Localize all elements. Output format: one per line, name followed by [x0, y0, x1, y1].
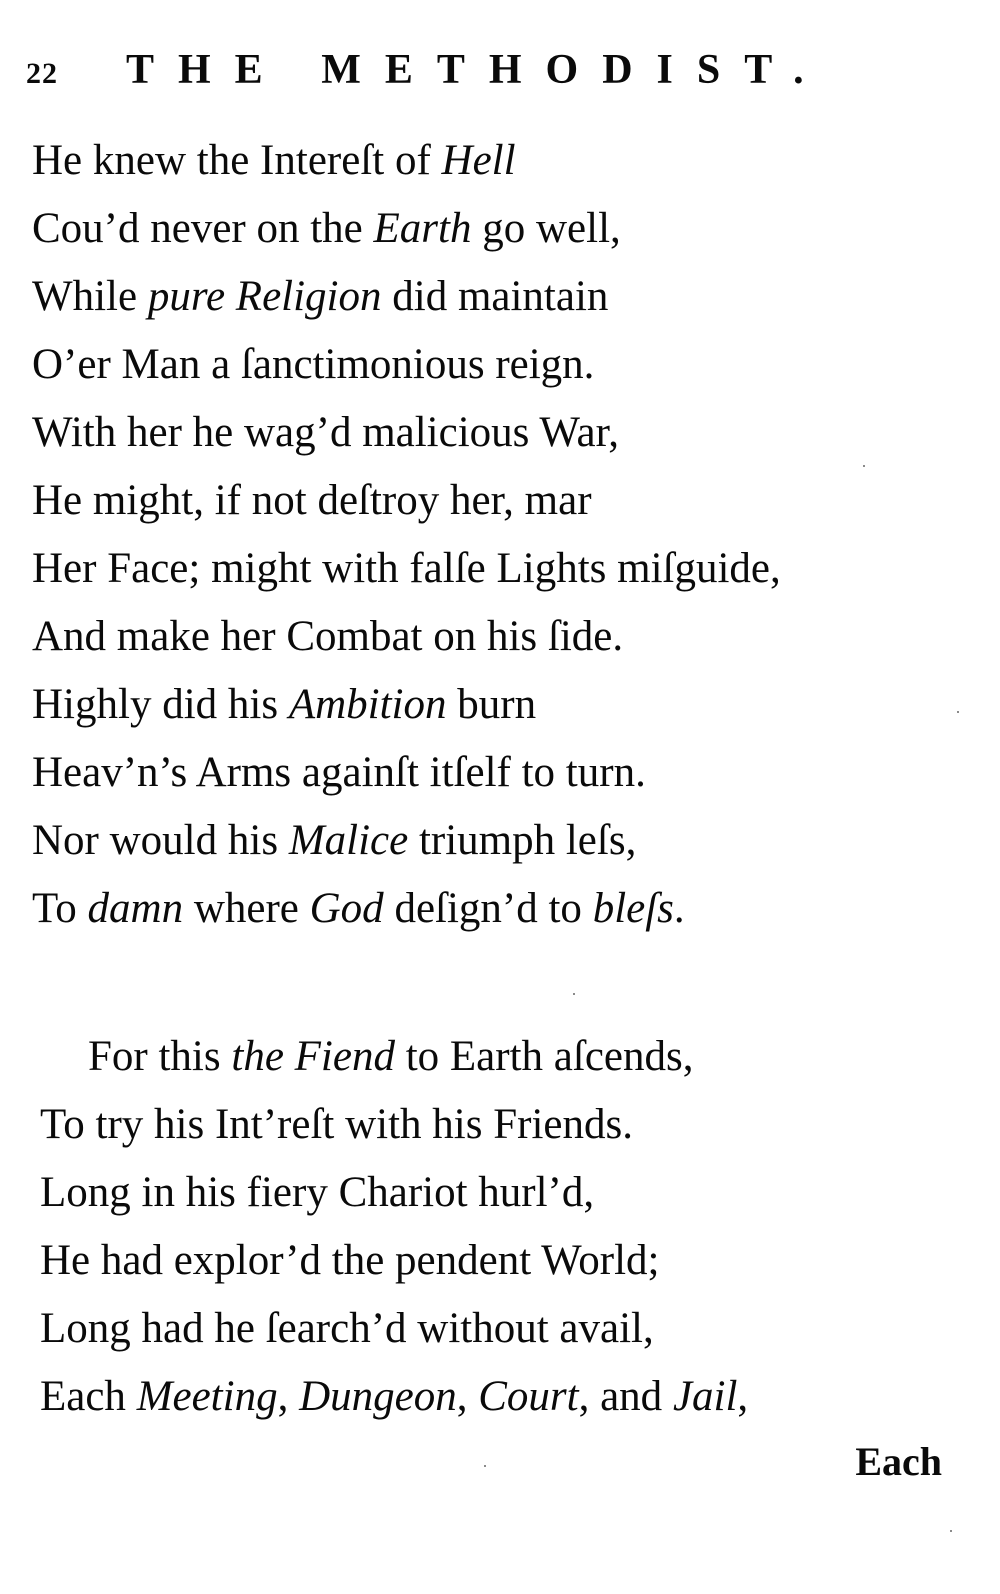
verse-line: He might, if not deſtroy her, mar	[32, 477, 592, 524]
verse-line: To try his Int’reſt with his Friends.	[40, 1101, 633, 1148]
print-speck	[863, 465, 865, 467]
print-speck	[957, 711, 959, 713]
verse-line: Highly did his Ambition burn	[32, 681, 537, 728]
catchword: Each	[855, 1439, 942, 1484]
verse-line: Long had he ſearch’d without avail,	[40, 1305, 654, 1352]
stanza-2	[40, 1023, 1000, 1431]
verse-line: And make her Combat on his ſide.	[32, 613, 624, 660]
print-speck	[950, 1530, 952, 1532]
verse-line: He knew the Intereſt of Hell	[32, 137, 516, 184]
verse-line: O’er Man a ſanctimonious reign.	[32, 341, 595, 388]
running-header	[26, 46, 856, 96]
verse-line: While pure Religion did maintain	[32, 273, 609, 320]
verse-line: To damn where God deſign’d to bleſs.	[32, 885, 685, 932]
verse-line: He had explor’d the pendent World;	[40, 1237, 660, 1284]
print-speck	[573, 993, 575, 995]
verse-line: Her Face; might with falſe Lights miſguide,	[32, 545, 781, 592]
verse-line: Each Meeting, Dungeon, Court, and Jail,	[40, 1373, 749, 1420]
verse-line: Long in his fiery Chariot hurl’d,	[40, 1169, 595, 1216]
verse-line: For this the Fiend to Earth aſcends,	[88, 1033, 694, 1080]
verse-line: Nor would his Malice triumph leſs,	[32, 817, 637, 864]
verse-line: Cou’d never on the Earth go well,	[32, 205, 621, 252]
verse-line: Heav’n’s Arms againſt itſelf to turn.	[32, 749, 646, 796]
stanza-1	[32, 127, 992, 943]
running-title: THE METHODIST.	[126, 47, 828, 93]
verse-line: With her he wag’d malicious War,	[32, 409, 619, 456]
print-speck	[484, 1465, 486, 1467]
page-number: 22	[26, 57, 58, 90]
